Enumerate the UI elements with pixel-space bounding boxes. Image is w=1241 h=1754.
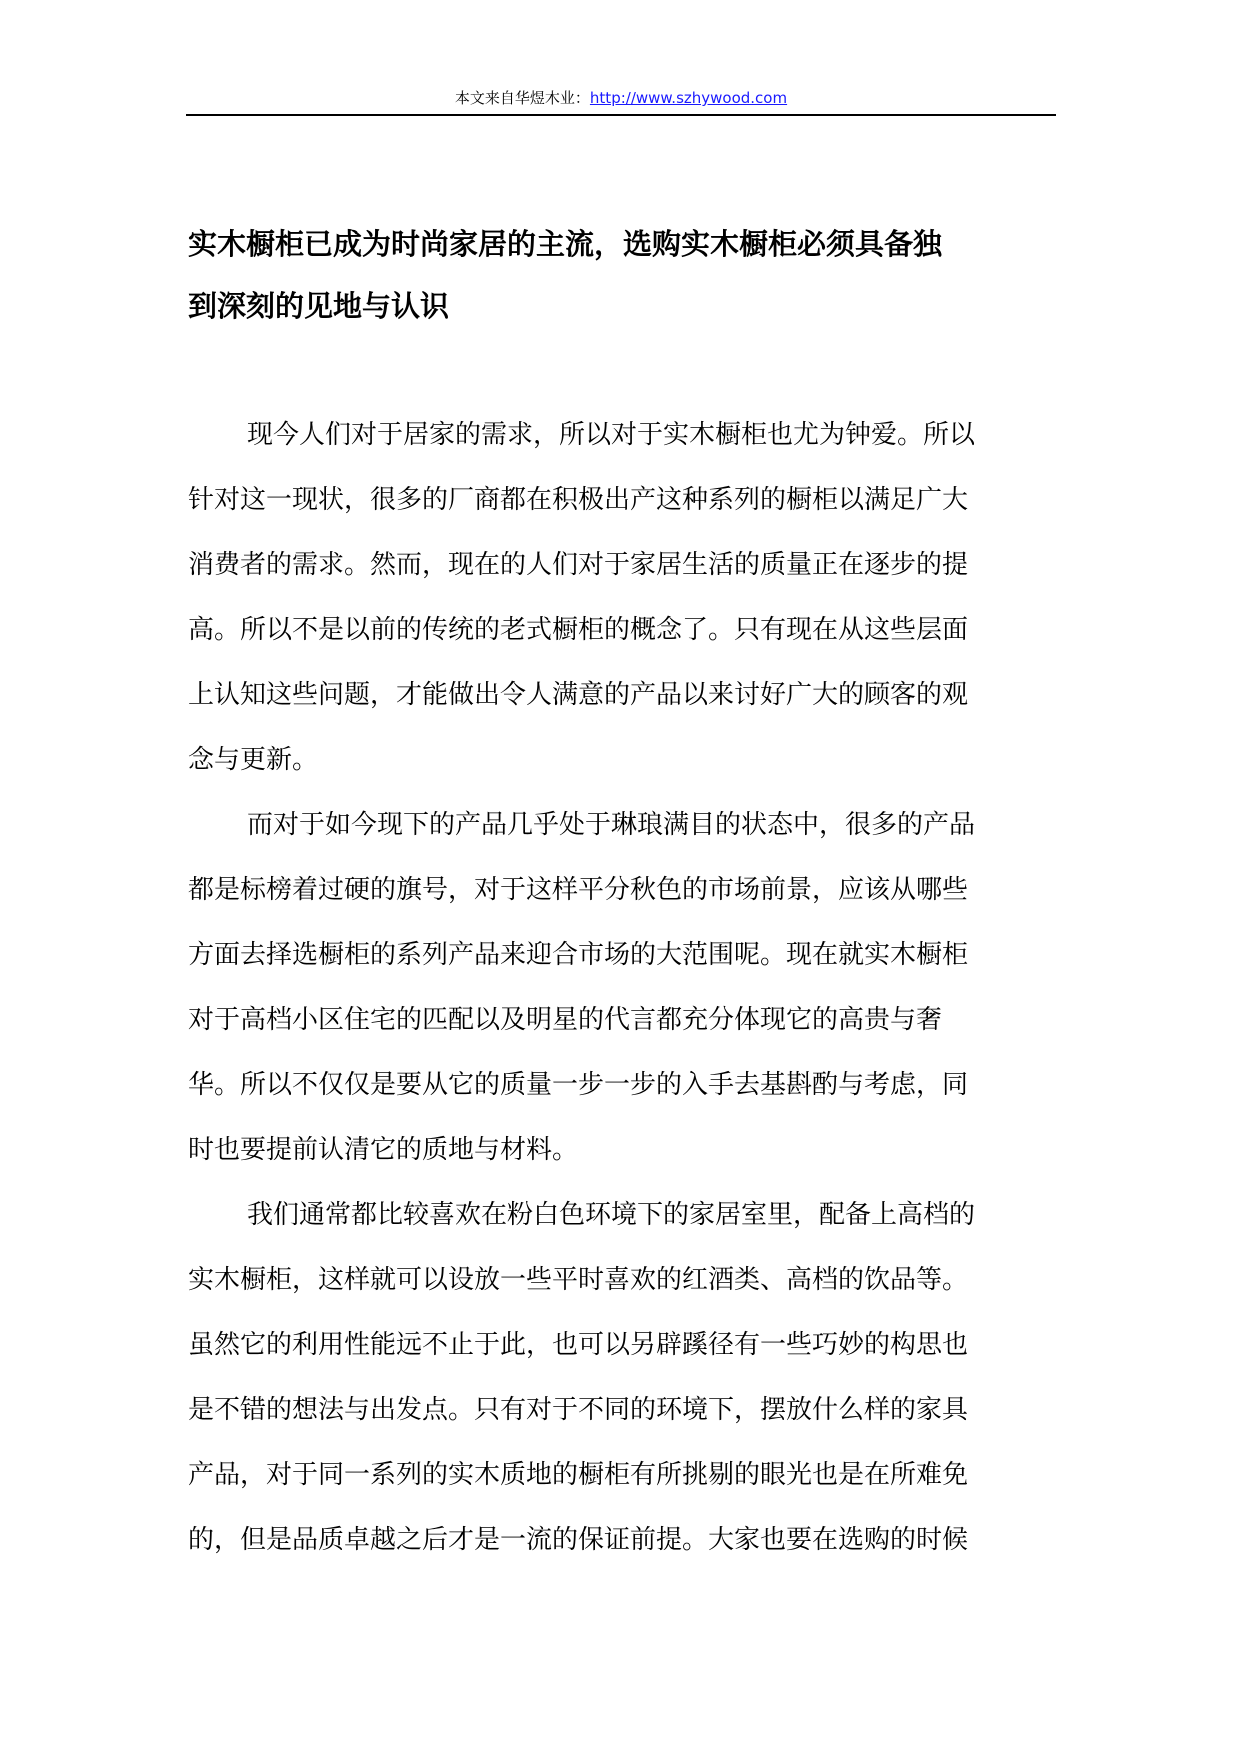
paragraph-line: 产品，对于同一系列的实木质地的橱柜有所挑剔的眼光也是在所难免 — [188, 1460, 969, 1490]
paragraph-line: 念与更新。 — [188, 745, 319, 775]
paragraph-line: 而对于如今现下的产品几乎处于琳琅满目的状态中，很多的产品 — [247, 810, 976, 840]
paragraph-line: 方面去择选橱柜的系列产品来迎合市场的大范围呢。现在就实木橱柜 — [188, 940, 969, 970]
paragraph-line: 我们通常都比较喜欢在粉白色环境下的家居室里，配备上高档的 — [247, 1200, 976, 1230]
paragraph-line: 现今人们对于居家的需求，所以对于实木橱柜也尤为钟爱。所以 — [247, 420, 976, 450]
paragraph-2 — [188, 793, 1068, 1183]
paragraph-line: 虽然它的利用性能远不止于此，也可以另辟蹊径有一些巧妙的构思也 — [188, 1330, 969, 1360]
title-line: 实木橱柜已成为时尚家居的主流，选购实木橱柜必须具备独 — [188, 227, 943, 261]
paragraph-line: 是不错的想法与出发点。只有对于不同的环境下，摆放什么样的家具 — [188, 1395, 969, 1425]
paragraph-line: 消费者的需求。然而，现在的人们对于家居生活的质量正在逐步的提 — [188, 550, 969, 580]
title-line: 到深刻的见地与认识 — [188, 289, 450, 323]
paragraph-line: 高。所以不是以前的传统的老式橱柜的概念了。只有现在从这些层面 — [188, 615, 969, 645]
paragraph-line: 时也要提前认清它的质地与材料。 — [188, 1135, 579, 1165]
paragraph-line: 实木橱柜，这样就可以设放一些平时喜欢的红酒类、高档的饮品等。 — [188, 1265, 969, 1295]
header-divider — [186, 114, 1056, 116]
paragraph-line: 针对这一现状，很多的厂商都在积极出产这种系列的橱柜以满足广大 — [188, 485, 969, 515]
page-header — [186, 87, 1056, 109]
header-source-label: 本文来自华煜木业： — [454, 89, 590, 107]
paragraph-1 — [188, 403, 1068, 793]
source-link[interactable]: http://www.szhywood.com — [589, 89, 788, 107]
paragraph-line: 对于高档小区住宅的匹配以及明星的代言都充分体现它的高贵与奢 — [188, 1005, 943, 1035]
paragraph-line: 上认知这些问题，才能做出令人满意的产品以来讨好广大的顾客的观 — [188, 680, 969, 710]
paragraph-line: 的，但是品质卓越之后才是一流的保证前提。大家也要在选购的时候 — [188, 1525, 969, 1555]
paragraph-line: 都是标榜着过硬的旗号，对于这样平分秋色的市场前景，应该从哪些 — [188, 875, 969, 905]
paragraph-3 — [188, 1183, 1068, 1573]
paragraph-line: 华。所以不仅仅是要从它的质量一步一步的入手去基斟酌与考虑，同 — [188, 1070, 969, 1100]
article-title — [188, 213, 1068, 337]
article-body — [188, 403, 1068, 1573]
